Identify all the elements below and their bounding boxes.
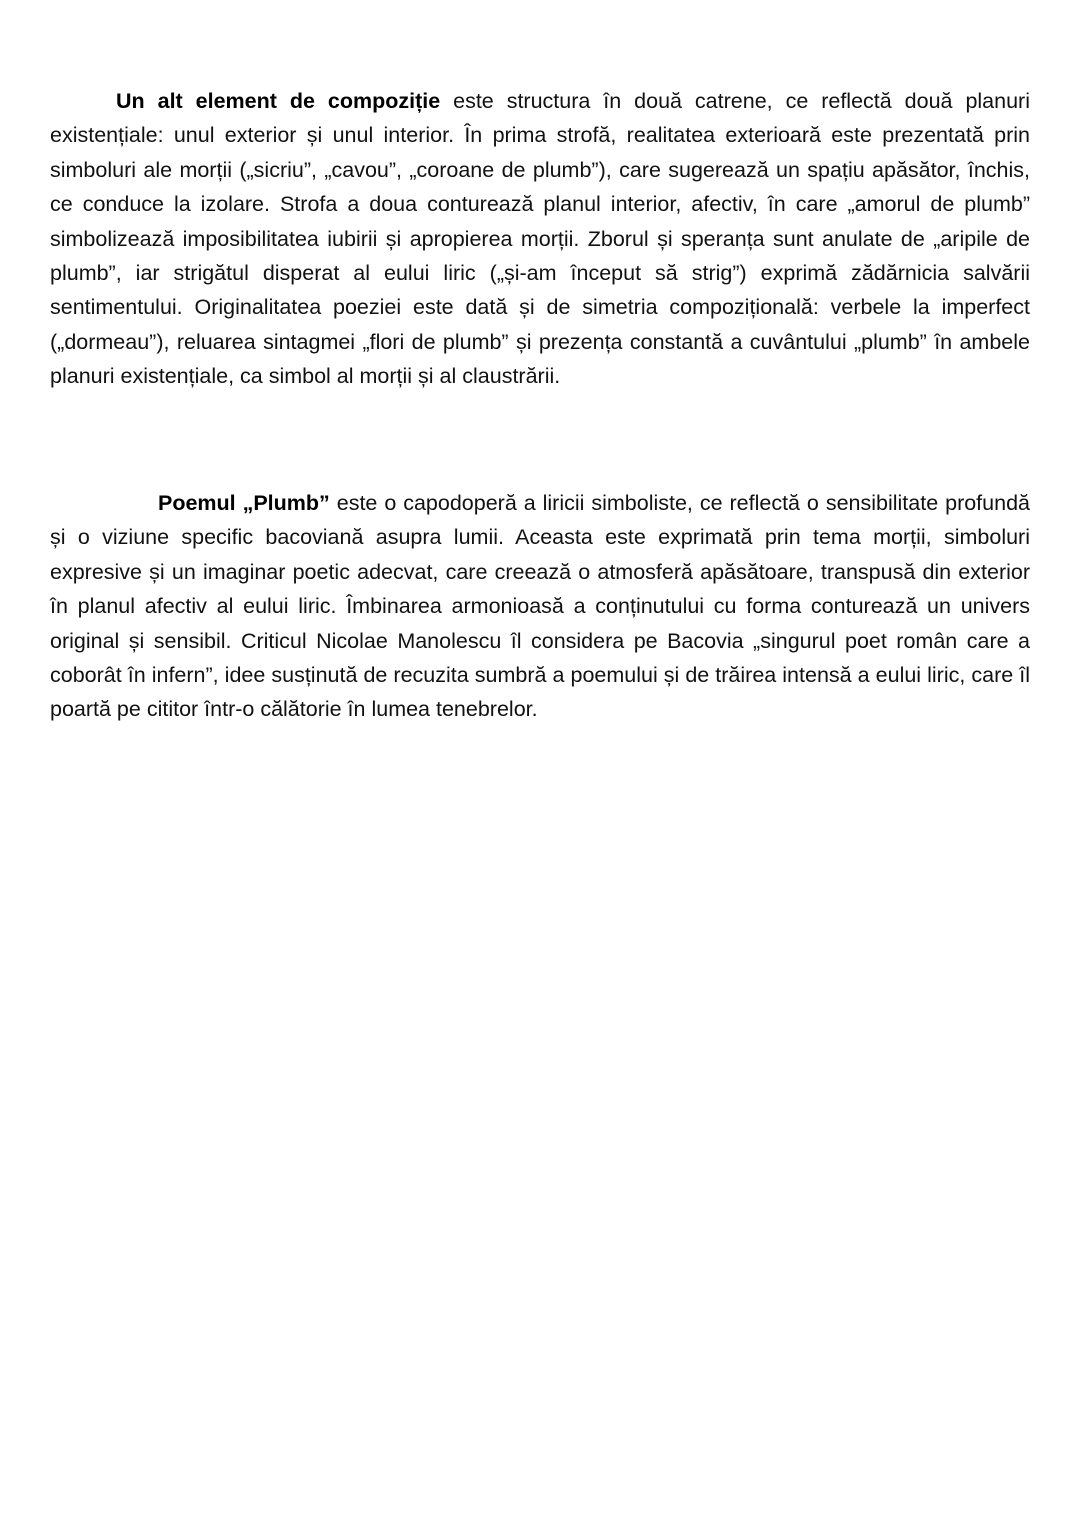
paragraph-body: este structura în două catrene, ce reflectă două planuri existențiale: unul exterior și unul interior. În prima strofă, realitatea exterioară este prezentată prin simboluri ale morții („sicriu”, „cavou”, „coroane de plumb”), care sugerează un spațiu apăsător, închis, ce conduce la izolare. Strofa a doua conturează planul interior, afectiv, în care „amorul de plumb” simbolizează imposibilitatea iubirii și apropierea morții. Zborul și speranța sunt anulate de „aripile de plumb”, iar strigătul disperat al eului liric („și-am început să strig”) exprimă zădărnicia salvării sentimentului. Originalitatea poeziei este dată și de simetria compozițională: verbele la imperfect („dormeau”), reluarea sintagmei „flori de plumb” și prezența constantă a cuvântului „plumb” în ambele planuri existențiale, ca simbol al morții și al claustrării. bbox=[50, 89, 1030, 389]
paragraph-lead-bold: Un alt element de compoziție bbox=[116, 89, 441, 113]
paragraph-composition bbox=[50, 84, 1030, 394]
paragraph-lead-bold: Poemul „Plumb” bbox=[158, 491, 330, 515]
paragraph-conclusion bbox=[50, 486, 1030, 727]
paragraph-body: este o capodoperă a liricii simboliste, ce reflectă o sensibilitate profundă și o viziune specific bacoviană asupra lumii. Aceasta este exprimată prin tema morții, simboluri expresive și un imaginar poetic adecvat, care creează o atmosferă apăsătoare, transpusă din exterior în planul afectiv al eului liric. Îmbinarea armonioasă a conținutului cu forma conturează un univers original și sensibil. Criticul Nicolae Manolescu îl considera pe Bacovia „singurul poet român care a coborât în infern”, idee susținută de recuzita sumbră a poemului și de trăirea intensă a eului liric, care îl poartă pe cititor într-o călătorie în lumea tenebrelor. bbox=[50, 491, 1030, 722]
